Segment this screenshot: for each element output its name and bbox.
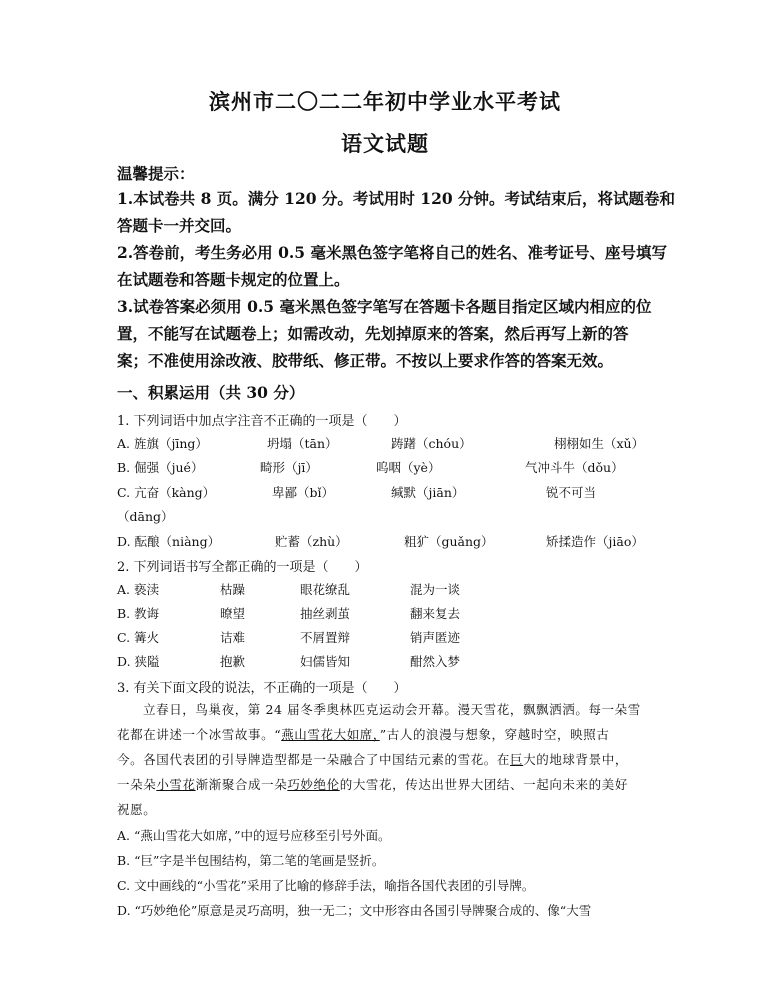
q2-option-word: 销声匿迹 [410, 630, 461, 645]
passage-text: 花都在讲述一个冰雪故事。“ [117, 727, 282, 742]
q1-option-word: C. 亢奋（kàng） [117, 485, 216, 500]
underlined-phrase: 巧妙绝伦 [287, 777, 340, 792]
q1-option-word: D. 酝酿（niàng） [117, 534, 221, 549]
exam-subtitle: 语文试题 [341, 131, 429, 156]
underlined-phrase: 燕山雪花大如席， [281, 727, 380, 742]
tips-line: 在试题卷和答题卡规定的位置上。 [117, 270, 350, 289]
q2-option-word: 暸望 [220, 606, 246, 621]
q1-option-word: 畸形（jī） [260, 460, 318, 475]
q3-option: A. “燕山雪花大如席，”中的逗号应移至引号外面。 [117, 828, 391, 843]
q3-option: B. “巨”字是半包围结构，第二笔的笔画是竖折。 [117, 853, 385, 868]
tips-line: 2.答卷前，考生务必用 0.5 毫米黑色签字笔将自己的姓名、准考证号、座号填写 [117, 243, 667, 262]
q2-option-word: 枯躁 [220, 582, 246, 597]
q2-option-word: 妇儒皆知 [300, 654, 351, 669]
q1-option-word: 卑鄙（bǐ） [272, 485, 334, 500]
passage-text: 今。各国代表团的引导牌造型都是一朵融合了中国结元素的雪花。在 [117, 752, 511, 767]
q1-option-word: 踌躇（chóu） [391, 436, 472, 451]
passage-line [117, 725, 609, 743]
tips-line: 3.试卷答案必须用 0.5 毫米黑色签字笔写在答题卡各题目指定区域内相应的位 [117, 297, 652, 316]
section-heading: 一、积累运用（共 30 分） [117, 383, 305, 402]
q1-option-word: 粗犷（guǎng） [404, 534, 494, 549]
question-2-stem: 2. 下列词语书写全都正确的一项是（ ） [117, 560, 368, 575]
question-1-stem: 1. 下列词语中加点字注音不正确的一项是（ ） [117, 414, 407, 429]
q3-option: C. 文中画线的“小雪花”采用了比喻的修辞手法，喻指各国代表团的引导牌。 [117, 878, 535, 893]
underlined-phrase: 巨 [510, 752, 524, 767]
q2-option-word: 混为一谈 [410, 582, 461, 597]
tips-line: 1.本试卷共 8 页。满分 120 分。考试用时 120 分钟。考试结束后，将试题卷和 [117, 189, 676, 208]
q1-option-word: 缄默（jiān） [391, 485, 465, 500]
tips-line: 答题卡一并交回。 [117, 216, 242, 235]
q2-option-word: 抽丝剥茧 [300, 606, 351, 621]
q2-option-word: 眼花缭乱 [300, 582, 351, 597]
q2-option-word: D. 狭隘 [117, 654, 160, 669]
q2-option-word: 诘难 [220, 630, 246, 645]
passage-line [117, 775, 628, 793]
passage-line: 立春日，鸟巢夜，第 24 届冬季奥林匹克运动会开幕。漫天雪花，飘飘洒洒。每一朵雪 [143, 702, 641, 717]
tips-heading: 温馨提示： [117, 164, 195, 183]
q1-option-word: 矫揉造作（jiāo） [546, 534, 644, 549]
passage-line: 祝愿。 [117, 802, 157, 817]
q1-option-word: 呜咽（yè） [376, 460, 441, 475]
q2-option-word: 抱歉 [220, 654, 246, 669]
passage-text: 一朵朵 [117, 777, 157, 792]
tips-line: 案；不准使用涂改液、胶带纸、修正带。不按以上要求作答的答案无效。 [117, 351, 614, 370]
q1-option-word: 气冲斗牛（dǒu） [525, 460, 624, 475]
q3-option: D. “巧妙绝伦”原意是灵巧高明，独一无二；文中形容由各国引导牌聚合成的、像“大雪 [117, 903, 592, 918]
passage-text: 渐渐聚合成一朵 [195, 777, 288, 792]
passage-text: 的大雪花，传达出世界大团结、一起向未来的美好 [339, 777, 628, 792]
underlined-phrase: 小雪花 [156, 777, 196, 792]
exam-title: 滨州市二〇二二年初中学业水平考试 [209, 89, 561, 114]
q1-option-word: 锐不可当 [546, 485, 597, 500]
q1-option-word: 栩栩如生（xǔ） [554, 436, 645, 451]
q2-option-word: 不屑置辩 [300, 630, 351, 645]
q2-option-word: B. 教诲 [117, 606, 160, 621]
q1-option-word: B. 倔强（jué） [117, 460, 204, 475]
q1-option-word: 坍塌（tān） [267, 436, 338, 451]
passage-text: 大的地球背景中， [523, 752, 628, 767]
passage-text: ”古人的浪漫与想象，穿越时空，映照古 [379, 727, 610, 742]
q2-option-word: A. 亵渎 [117, 582, 159, 597]
q1-option-word: 贮蓄（zhù） [275, 534, 348, 549]
tips-line: 置，不能写在试题卷上；如需改动，先划掉原来的答案，然后再写上新的答 [117, 324, 629, 343]
q1-option-wrap: （dāng） [117, 509, 174, 524]
question-3-stem: 3. 有关下面文段的说法，不正确的一项是（ ） [117, 681, 407, 696]
q1-option-word: A. 旌旗（jīng） [117, 436, 208, 451]
q2-option-word: C. 篝火 [117, 630, 160, 645]
q2-option-word: 翻来复去 [410, 606, 461, 621]
q2-option-word: 酣然入梦 [410, 654, 461, 669]
passage-line [117, 750, 628, 768]
